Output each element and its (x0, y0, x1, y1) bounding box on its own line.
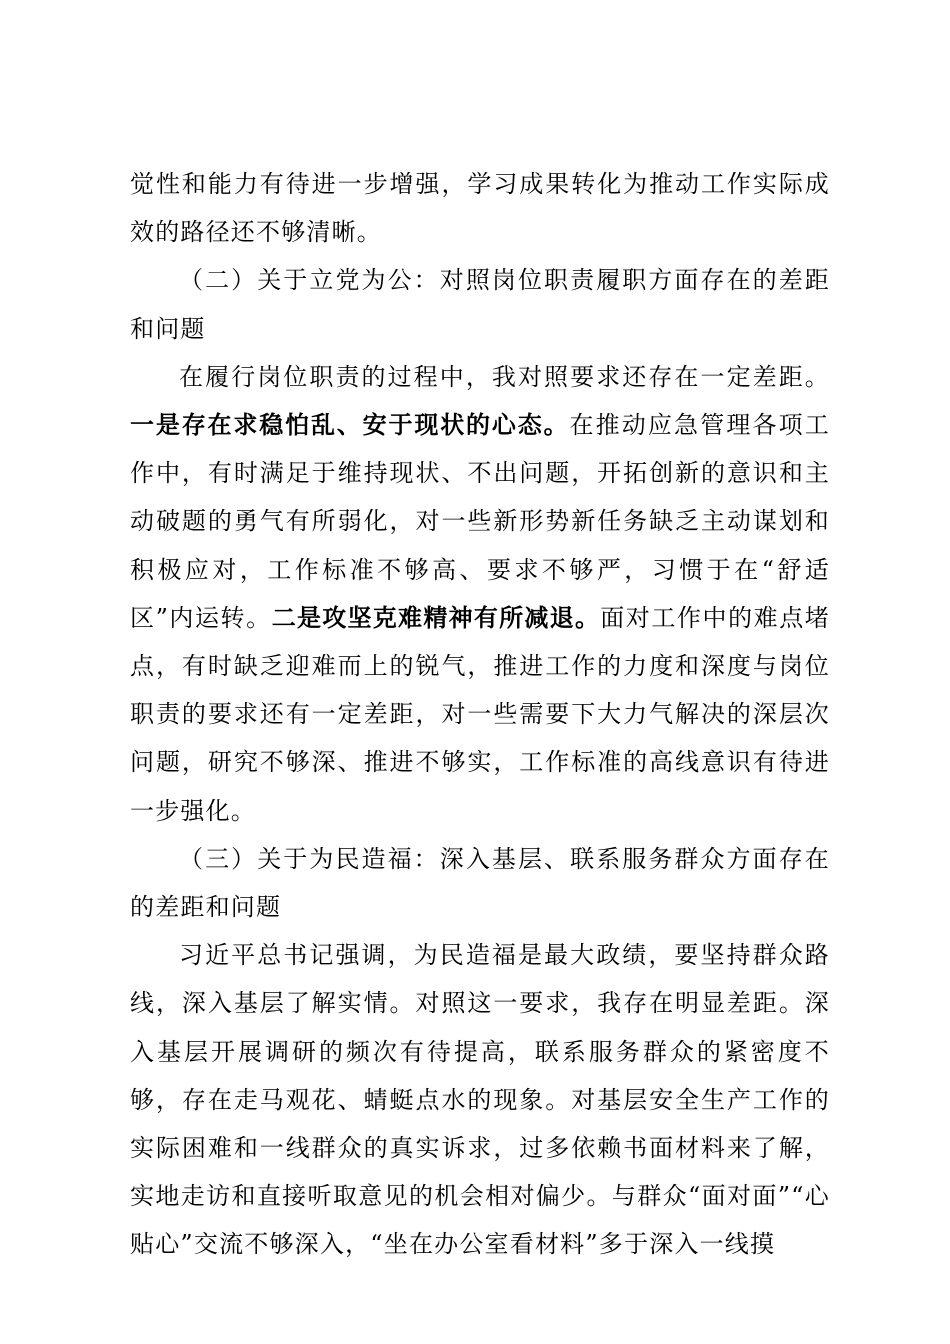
paragraph-text: 觉性和能力有待进一步增强，学习成果转化为推动工作实际成效的路径还不够清晰。 (130, 170, 830, 247)
section-heading-three (130, 835, 830, 931)
section-heading-two (130, 256, 830, 352)
paragraph-continued (130, 160, 830, 256)
paragraph-intro: 在履行岗位职责的过程中，我对照要求还存在一定差距。 (179, 362, 830, 391)
paragraph-duty-gaps (130, 353, 830, 835)
paragraph-text: 面对工作中的难点堵点，有时缺乏迎难而上的锐气，推进工作的力度和深度与岗位职责的要求还有一定差距，对一些需要下大力气解决的深层次问题，研究不够深、推进不够实，工作标准的高线意识有待进一步强化。 (130, 603, 830, 825)
document-body (130, 160, 830, 1269)
bold-point-two: 二是攻坚克难精神有所减退。 (271, 603, 601, 632)
section-heading-text: （三）关于为民造福：深入基层、联系服务群众方面存在的差距和问题 (130, 844, 830, 922)
section-heading-text: （二）关于立党为公：对照岗位职责履职方面存在的差距和问题 (130, 266, 830, 343)
paragraph-grassroots (130, 931, 830, 1268)
bold-point-one: 一是存在求稳怕乱、安于现状的心态。 (130, 411, 570, 440)
paragraph-text: 习近平总书记强调，为民造福是最大政绩，要坚持群众路线，深入基层了解实情。对照这一要求，我存在明显差距。深入基层开展调研的频次有待提高，联系服务群众的紧密度不够，存在走马观花、蜻蜓点水的现象。对基层安全生产工作的实际困难和一线群众的真实诉求，过多依赖书面材料来了解，实地走访和直接听取意见的机会相对偏少。与群众“面对面”“心贴心”交流不够深入，“坐在办公室看材料”多于深入一线摸 (130, 941, 830, 1259)
paragraph-text: 在推动应急管理各项工作中，有时满足于维持现状、不出问题，开拓创新的意识和主动破题的勇气有所弱化，对一些新形势新任务缺乏主动谋划和积极应对，工作标准不够高、要求不够严，习惯于在“舒适区”内运转。 (130, 411, 830, 632)
